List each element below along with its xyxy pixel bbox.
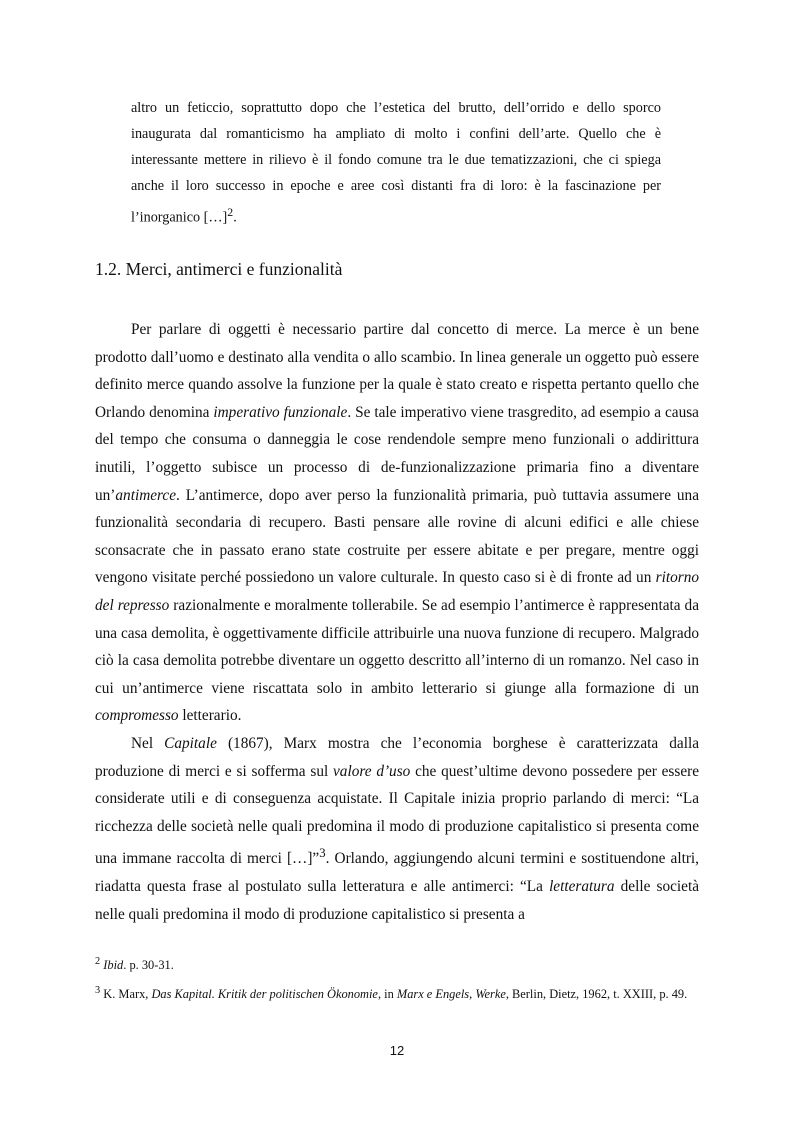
italic-term: compromesso bbox=[95, 707, 179, 725]
text-run: . Se tale imperativo viene trasgredito, ad esempio a causa del tempo che consuma o danneggia le cose rendendole sempre meno funzionali o addirittura inutili, l’oggetto subisce un processo di de-funzionalizzazione primaria fino a diventare un’ bbox=[95, 403, 699, 504]
footnote-3 bbox=[95, 982, 699, 1003]
italic-term: Marx e Engels, Werke bbox=[396, 987, 506, 1002]
italic-term: imperativo funzionale bbox=[213, 403, 348, 421]
text-run: . L’antimerce, dopo aver perso la funzionalità primaria, può tuttavia assumere una funzionalità secondaria di recupero. Basti pensare alle rovine di alcuni edifici e alle chiese sconsacrate che in passato erano state costruite per essere abitate e per pregare, mentre oggi vengono visitate perché possiedono un valore culturale. In questo caso si è di fronte ad un bbox=[95, 486, 699, 587]
italic-term: Ibid bbox=[103, 958, 124, 973]
text-run: (1867), Marx mostra che l’economia borghese è caratterizzata dalla produzione di merci e si sofferma sul bbox=[95, 734, 699, 780]
text-run: Per parlare di oggetti è necessario partire dal concetto di merce. La merce è un bene prodotto dall’uomo e destinato alla vendita o allo scambio. In linea generale un oggetto può essere definito merce quando assolve la funzione per la quale è stato creato e rispetta pertanto quello che Orlando denomina bbox=[95, 321, 699, 421]
italic-term: Das Kapital. Kritik der politischen Ökonomie bbox=[151, 987, 378, 1002]
text-run: , in bbox=[377, 987, 397, 1002]
italic-term: ritorno del represso bbox=[95, 569, 699, 614]
footnote-divider bbox=[95, 940, 295, 941]
text-run: Nel bbox=[131, 734, 165, 752]
paragraph-2 bbox=[95, 730, 699, 928]
footnote-number: 2 bbox=[95, 956, 101, 967]
footnote-number: 3 bbox=[95, 985, 101, 997]
body-text bbox=[95, 316, 699, 928]
italic-term: valore d’uso bbox=[333, 762, 411, 780]
quote-paragraph bbox=[131, 95, 661, 231]
footnotes bbox=[95, 953, 699, 1011]
quote-text-end: . bbox=[233, 209, 237, 226]
block-quote bbox=[131, 95, 661, 231]
footnote-2 bbox=[95, 953, 699, 974]
page-number: 12 bbox=[389, 1043, 405, 1058]
text-run: che quest’ultime devono possedere per essere considerate utili e di conseguenza acquistate. Il Capitale inizia proprio parlando di merci: “La ricchezza delle società nelle quali predomina il modo di produzione capitalistico si presenta come una immane raccolta di merci […]” bbox=[95, 762, 700, 868]
italic-term: Capitale bbox=[164, 734, 217, 752]
italic-term: letteratura bbox=[549, 877, 615, 895]
text-run: . p. 30-31. bbox=[123, 958, 174, 973]
text-run: K. Marx, bbox=[103, 987, 152, 1002]
quote-text: altro un feticcio, soprattutto dopo che l’estetica del brutto, dell’orrido e dello sporco inaugurata dal romanticismo ha ampliato di molto i confini dell’arte. Quello che è interessante mettere in rilievo è il fondo comune tra le due tematizzazioni, che ci spiega anche il loro successo in epoche e aree così distanti fra di loro: è la fascinazione per l’inorganico […] bbox=[131, 100, 661, 226]
section-heading: 1.2. Merci, antimerci e funzionalità bbox=[95, 259, 343, 279]
italic-term: antimerce bbox=[115, 486, 177, 504]
text-run: . Orlando, aggiungendo alcuni termini e sostituendone altri, riadatta questa frase al postulato sulla letteratura e alle antimerci: “La bbox=[95, 850, 699, 895]
paragraph-1 bbox=[95, 316, 699, 730]
footnote-ref[interactable]: 3 bbox=[319, 846, 326, 861]
footnote-ref[interactable]: 2 bbox=[227, 205, 234, 219]
text-run: letterario. bbox=[178, 707, 242, 725]
text-run: delle società nelle quali predomina il modo di produzione capitalistico si presenta a bbox=[95, 877, 699, 923]
text-run: , Berlin, Dietz, 1962, t. XXIII, p. 49. bbox=[505, 987, 688, 1002]
text-run: razionalmente e moralmente tollerabile. Se ad esempio l’antimerce è rappresentata da una casa demolita, è oggettivamente difficile attribuirle una nuova funzione di recupero. Malgrado ciò la casa demolita potrebbe diventare un oggetto descritto all’interno di un romanzo. Nel caso in cui un’antimerce viene riscattata solo in ambito letterario si giunge alla formazione di un bbox=[95, 596, 699, 697]
